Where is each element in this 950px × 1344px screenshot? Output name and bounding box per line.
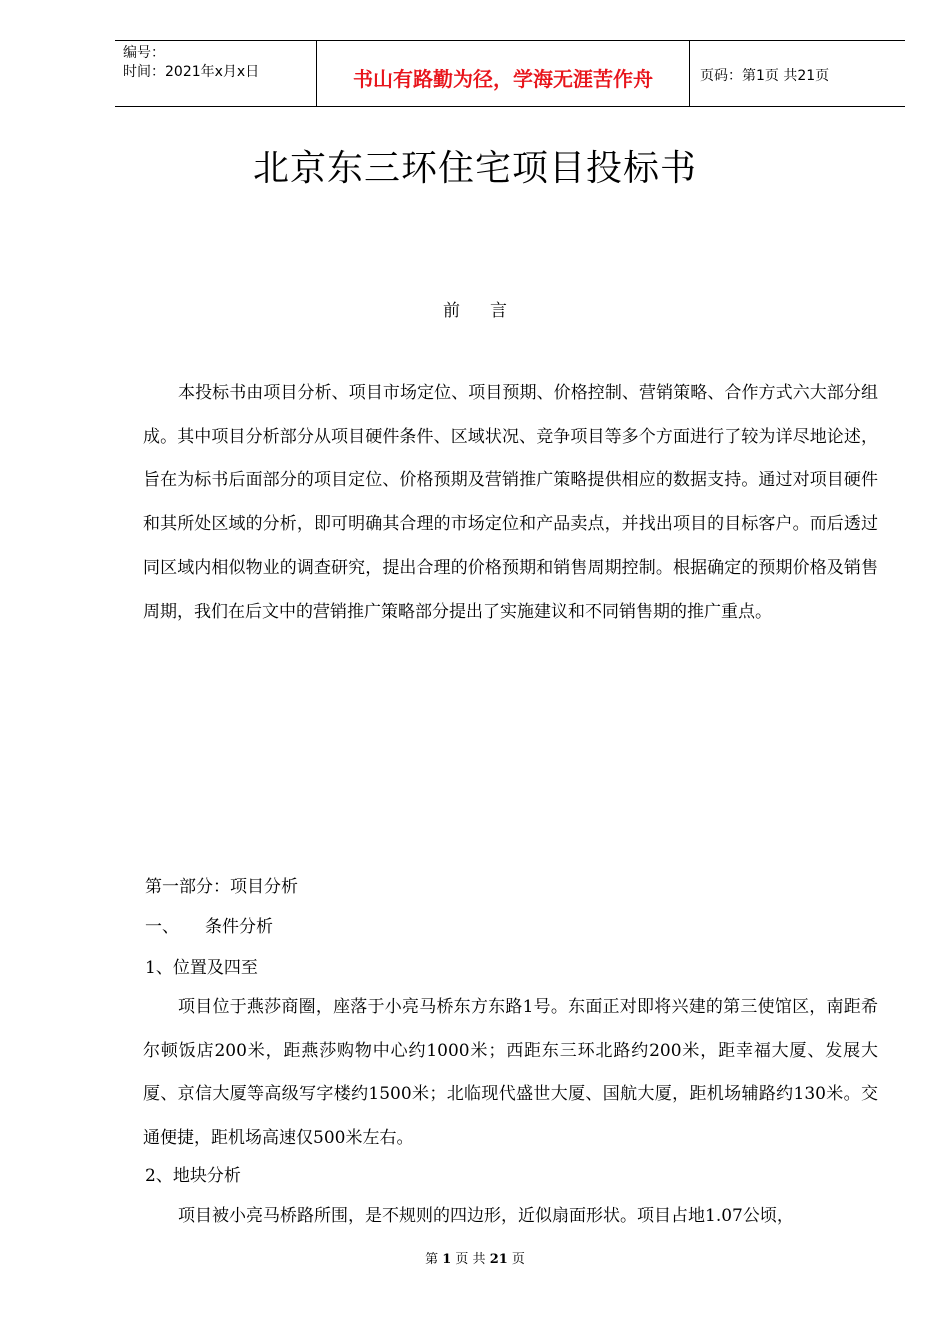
item-heading-location: 1、位置及四至 [145, 958, 258, 978]
time-label: 时间：2021年x月x日 [123, 64, 260, 80]
location-paragraph: 项目位于燕莎商圈，座落于小亮马桥东方东路1号。东面正对即将兴建的第三使馆区，南距希尔顿饭店200米，距燕莎购物中心约1000米；西距东三环北路约200米，距幸福大厦、发展大厦、京信大厦等高级写字楼约1500米；北临现代盛世大厦、国航大厦，距机场辅路约130米。交通便捷，距机场高速仅500米左右。 [143, 997, 878, 1148]
motto-text: 书山有路勤为径，学海无涯苦作舟 [353, 67, 653, 91]
document-title: 北京东三环住宅项目投标书 [252, 148, 697, 189]
footer-middle: 页 共 [455, 1252, 486, 1267]
part-heading: 第一部分：项目分析 [145, 877, 298, 897]
footer-prefix: 第 [425, 1252, 439, 1267]
section-title: 条件分析 [205, 917, 273, 937]
footer-page-number: 1 [442, 1252, 452, 1267]
header-page-cell [690, 41, 905, 106]
page-info: 页码：第1页 共21页 [700, 68, 830, 84]
header-table [115, 40, 905, 107]
footer-total-pages: 21 [489, 1252, 508, 1267]
page-footer [0, 1248, 950, 1267]
header-motto-cell [316, 41, 690, 106]
header-left-cell [115, 41, 316, 106]
plot-paragraph: 项目被小亮马桥路所围，是不规则的四边形，近似扇面形状。项目占地1.07公顷， [178, 1206, 794, 1226]
section-heading [145, 912, 273, 937]
footer-suffix: 页 [511, 1252, 525, 1267]
number-label: 编号： [123, 45, 165, 61]
section-number: 一、 [145, 917, 179, 937]
preface-heading: 前言 [443, 301, 537, 321]
item-heading-plot: 2、地块分析 [145, 1166, 241, 1186]
preface-paragraph: 本投标书由项目分析、项目市场定位、项目预期、价格控制、营销策略、合作方式六大部分组成。其中项目分析部分从项目硬件条件、区域状况、竞争项目等多个方面进行了较为详尽地论述，旨在为标书后面部分的项目定位、价格预期及营销推广策略提供相应的数据支持。通过对项目硬件和其所处区域的分析，即可明确其合理的市场定位和产品卖点，并找出项目的目标客户。而后透过同区域内相似物业的调查研究，提出合理的价格预期和销售周期控制。根据确定的预期价格及销售周期，我们在后文中的营销推广策略部分提出了实施建议和不同销售期的推广重点。 [143, 383, 878, 622]
